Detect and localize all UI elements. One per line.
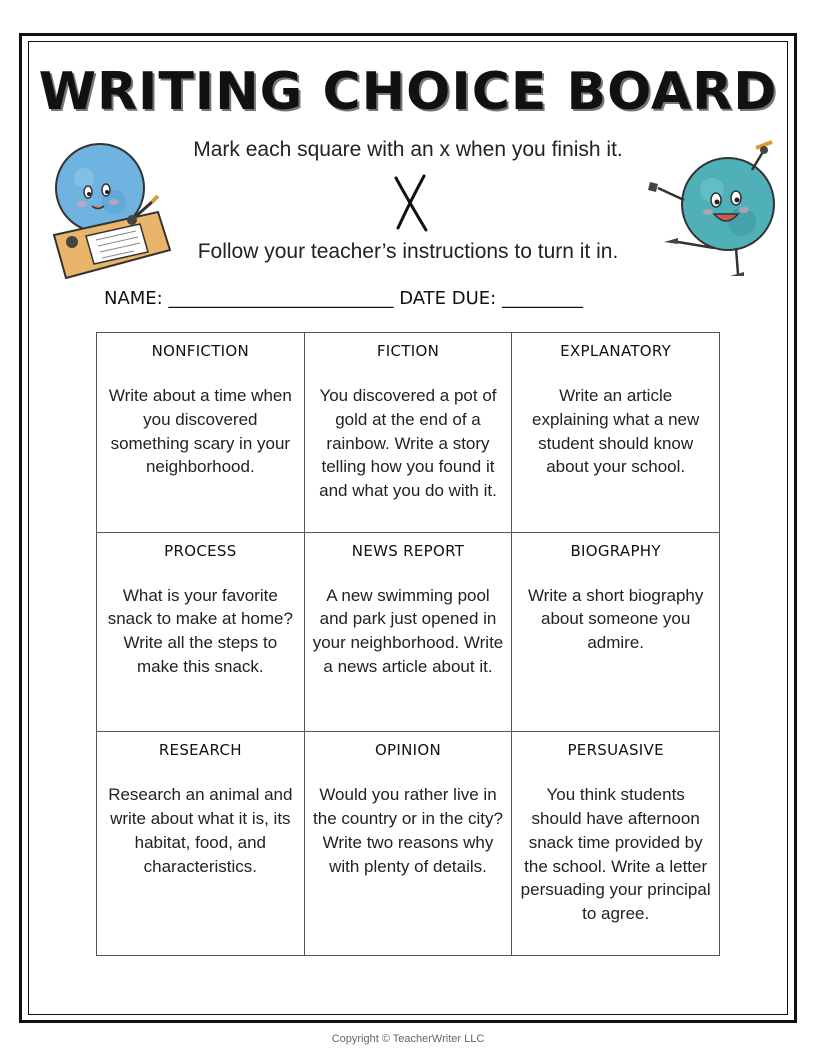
square-title: EXPLANATORY <box>560 342 672 360</box>
square-title: PERSUASIVE <box>567 741 664 760</box>
square-title: FICTION <box>376 342 440 360</box>
board-square[interactable] <box>512 532 720 732</box>
square-prompt: Would you rather live in the country or in the city? Write two reasons why with plenty of details. <box>313 785 503 876</box>
square-prompt: A new swimming pool and park just opened in your neighborhood. Write a news article about it. <box>312 585 504 677</box>
page-title: WRITING CHOICE BOARD <box>38 62 778 122</box>
square-prompt: Write a short biography about someone you admire. <box>527 585 704 653</box>
square-title: BIOGRAPHY <box>570 541 661 560</box>
square-title: NONFICTION <box>151 342 250 360</box>
square-title: OPINION <box>374 741 442 760</box>
board-square[interactable] <box>97 732 305 956</box>
instruction-turn-in: Follow your teacher’s instructions to turn it in. <box>197 240 619 263</box>
square-title: RESEARCH <box>158 741 242 760</box>
name-label: NAME: <box>104 288 163 309</box>
x-mark-icon <box>388 172 434 234</box>
board-square[interactable] <box>512 732 720 956</box>
name-date-line <box>104 288 714 309</box>
board-square[interactable] <box>512 333 720 533</box>
date-due-field[interactable]: _________ <box>501 288 583 309</box>
board-square[interactable] <box>304 532 512 732</box>
date-due-label: DATE DUE: <box>399 288 497 309</box>
square-title: PROCESS <box>164 541 237 560</box>
square-prompt: Research an animal and write about what it is, its habitat, food, and characteristics. <box>108 785 293 876</box>
board-square[interactable] <box>97 532 305 732</box>
square-prompt: You think students should have afternoon snack time provided by the school. Write a letter persuading your principal to agree. <box>520 785 711 924</box>
board-square[interactable] <box>304 732 512 956</box>
square-title: NEWS REPORT <box>351 541 465 560</box>
choice-board-grid <box>96 332 720 956</box>
globe-waving-mascot-icon <box>638 136 778 281</box>
square-prompt: Write an article explaining what a new student should know about your school. <box>532 386 700 477</box>
square-prompt: Write about a time when you discovered something scary in your neighborhood. <box>108 386 292 477</box>
name-field[interactable]: _________________________ <box>168 288 394 309</box>
copyright-footer: Copyright © TeacherWriter LLC <box>331 1033 485 1045</box>
square-prompt: What is your favorite snack to make at home? Write all the steps to make this snack. <box>107 585 293 677</box>
board-square[interactable] <box>304 333 512 533</box>
instruction-mark-squares: Mark each square with an x when you finish it. <box>193 138 623 161</box>
square-prompt: You discovered a pot of gold at the end of a rainbow. Write a story telling how you found it and what you do with it. <box>319 386 497 501</box>
board-square[interactable] <box>97 333 305 533</box>
